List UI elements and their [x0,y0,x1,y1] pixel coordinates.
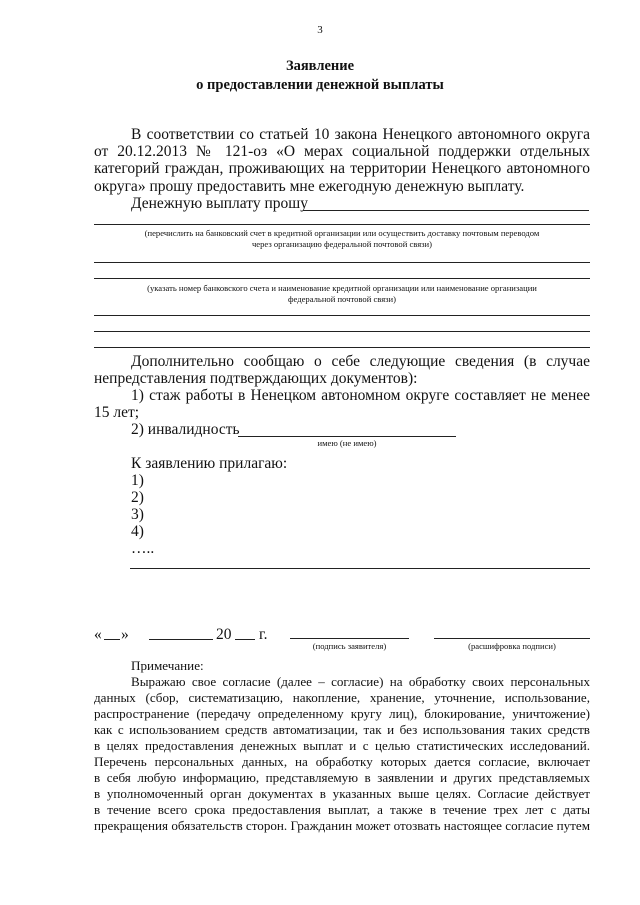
date-open-quote: « [94,626,102,643]
account-field-line[interactable] [94,278,590,279]
experience-item: 15 лет; [94,404,140,421]
attachment-item: ….. [131,540,155,557]
note-line: как с использованием средств автоматизации, так и без использования таких средств [94,722,590,737]
additional-line: Дополнительно сообщаю о себе следующие сведения (в случае [131,353,590,370]
payment-method-field[interactable] [303,210,589,211]
account-hint: федеральной почтовой связи) [287,294,397,304]
note-line: в целях предоставления денежных выплат и с целью статистических исследований. [94,738,590,753]
signature-decode-hint: (расшифровка подписи) [468,641,556,651]
date-year-suffix: г. [259,626,268,643]
account-hint: (указать номер банковского счета и наименование кредитной организации или наименование организации [147,283,537,293]
note-label: Примечание: [131,658,204,673]
note-line: Перечень персональных данных, на обработку которых дается согласие, включает [94,754,590,769]
attachment-item: 2) [131,489,144,506]
note-line: прекращения обязательств сторон. Гражданин может отозвать настоящее согласие путем [94,818,590,833]
attachment-item: 1) [131,472,144,489]
experience-item: 1) стаж работы в Ненецком автономном округе составляет не менее [131,387,590,404]
account-field[interactable] [94,262,590,263]
page-number: 3 [317,24,323,36]
date-year-field[interactable] [235,639,255,640]
note-line: в течение всего срока предоставления выплат, а также в течение трех лет с даты [94,802,590,817]
note-line: распространение (передачу определенному кругу лиц), блокирование, уничтожение) [94,706,590,721]
note-line: Выражаю свое согласие (далее – согласие) на обработку своих персональных [131,674,590,689]
document-subtitle: о предоставлении денежной выплаты [196,77,444,93]
date-day-field[interactable] [104,639,120,640]
date-close-quote: » [121,626,129,643]
date-month-field[interactable] [149,639,213,640]
disability-label: 2) инвалидность [131,421,240,438]
intro-line: категорий граждан, проживающих на территории Ненецкого автономного [94,160,590,177]
payment-method-hint: (перечислить на банковский счет в кредитной организации или осуществить доставку почтовым переводом [144,228,540,238]
payment-label: Денежную выплату прошу [131,195,308,212]
note-line: данных (сбор, систематизацию, накопление, хранение, уточнение, использование, [94,690,590,705]
blank-line[interactable] [94,347,590,348]
disability-hint: имею (не имею) [317,438,377,448]
additional-line: непредставления подтверждающих документов): [94,370,418,387]
attachment-item: 3) [131,506,144,523]
document-title: Заявление [285,58,355,74]
disability-field[interactable] [238,436,456,437]
note-line: в уполномоченный орган документах в указанных выше целях. Согласие действует [94,786,590,801]
intro-line: В соответствии со статьей 10 закона Ненецкого автономного округа [131,126,590,143]
payment-method-line[interactable] [94,224,590,225]
blank-line[interactable] [94,315,590,316]
signature-hint: (подпись заявителя) [312,641,387,651]
attachment-item: 4) [131,523,144,540]
intro-line: от 20.12.2013 № 121-оз «О мерах социальной поддержки отдельных [94,143,590,160]
intro-line: округа» прошу предоставить мне ежегодную денежную выплату. [94,178,525,195]
payment-method-hint: через организацию федеральной почтовой связи) [251,239,433,249]
date-year-prefix: 20 [216,626,232,643]
note-line: в себя любую информацию, представляемую в заявлении и других представляемых [94,770,590,785]
attachments-label: К заявлению прилагаю: [131,455,288,472]
attachments-line[interactable] [130,568,590,569]
blank-line[interactable] [94,331,590,332]
signature-decode-field[interactable] [434,638,590,639]
signature-field[interactable] [290,638,409,639]
